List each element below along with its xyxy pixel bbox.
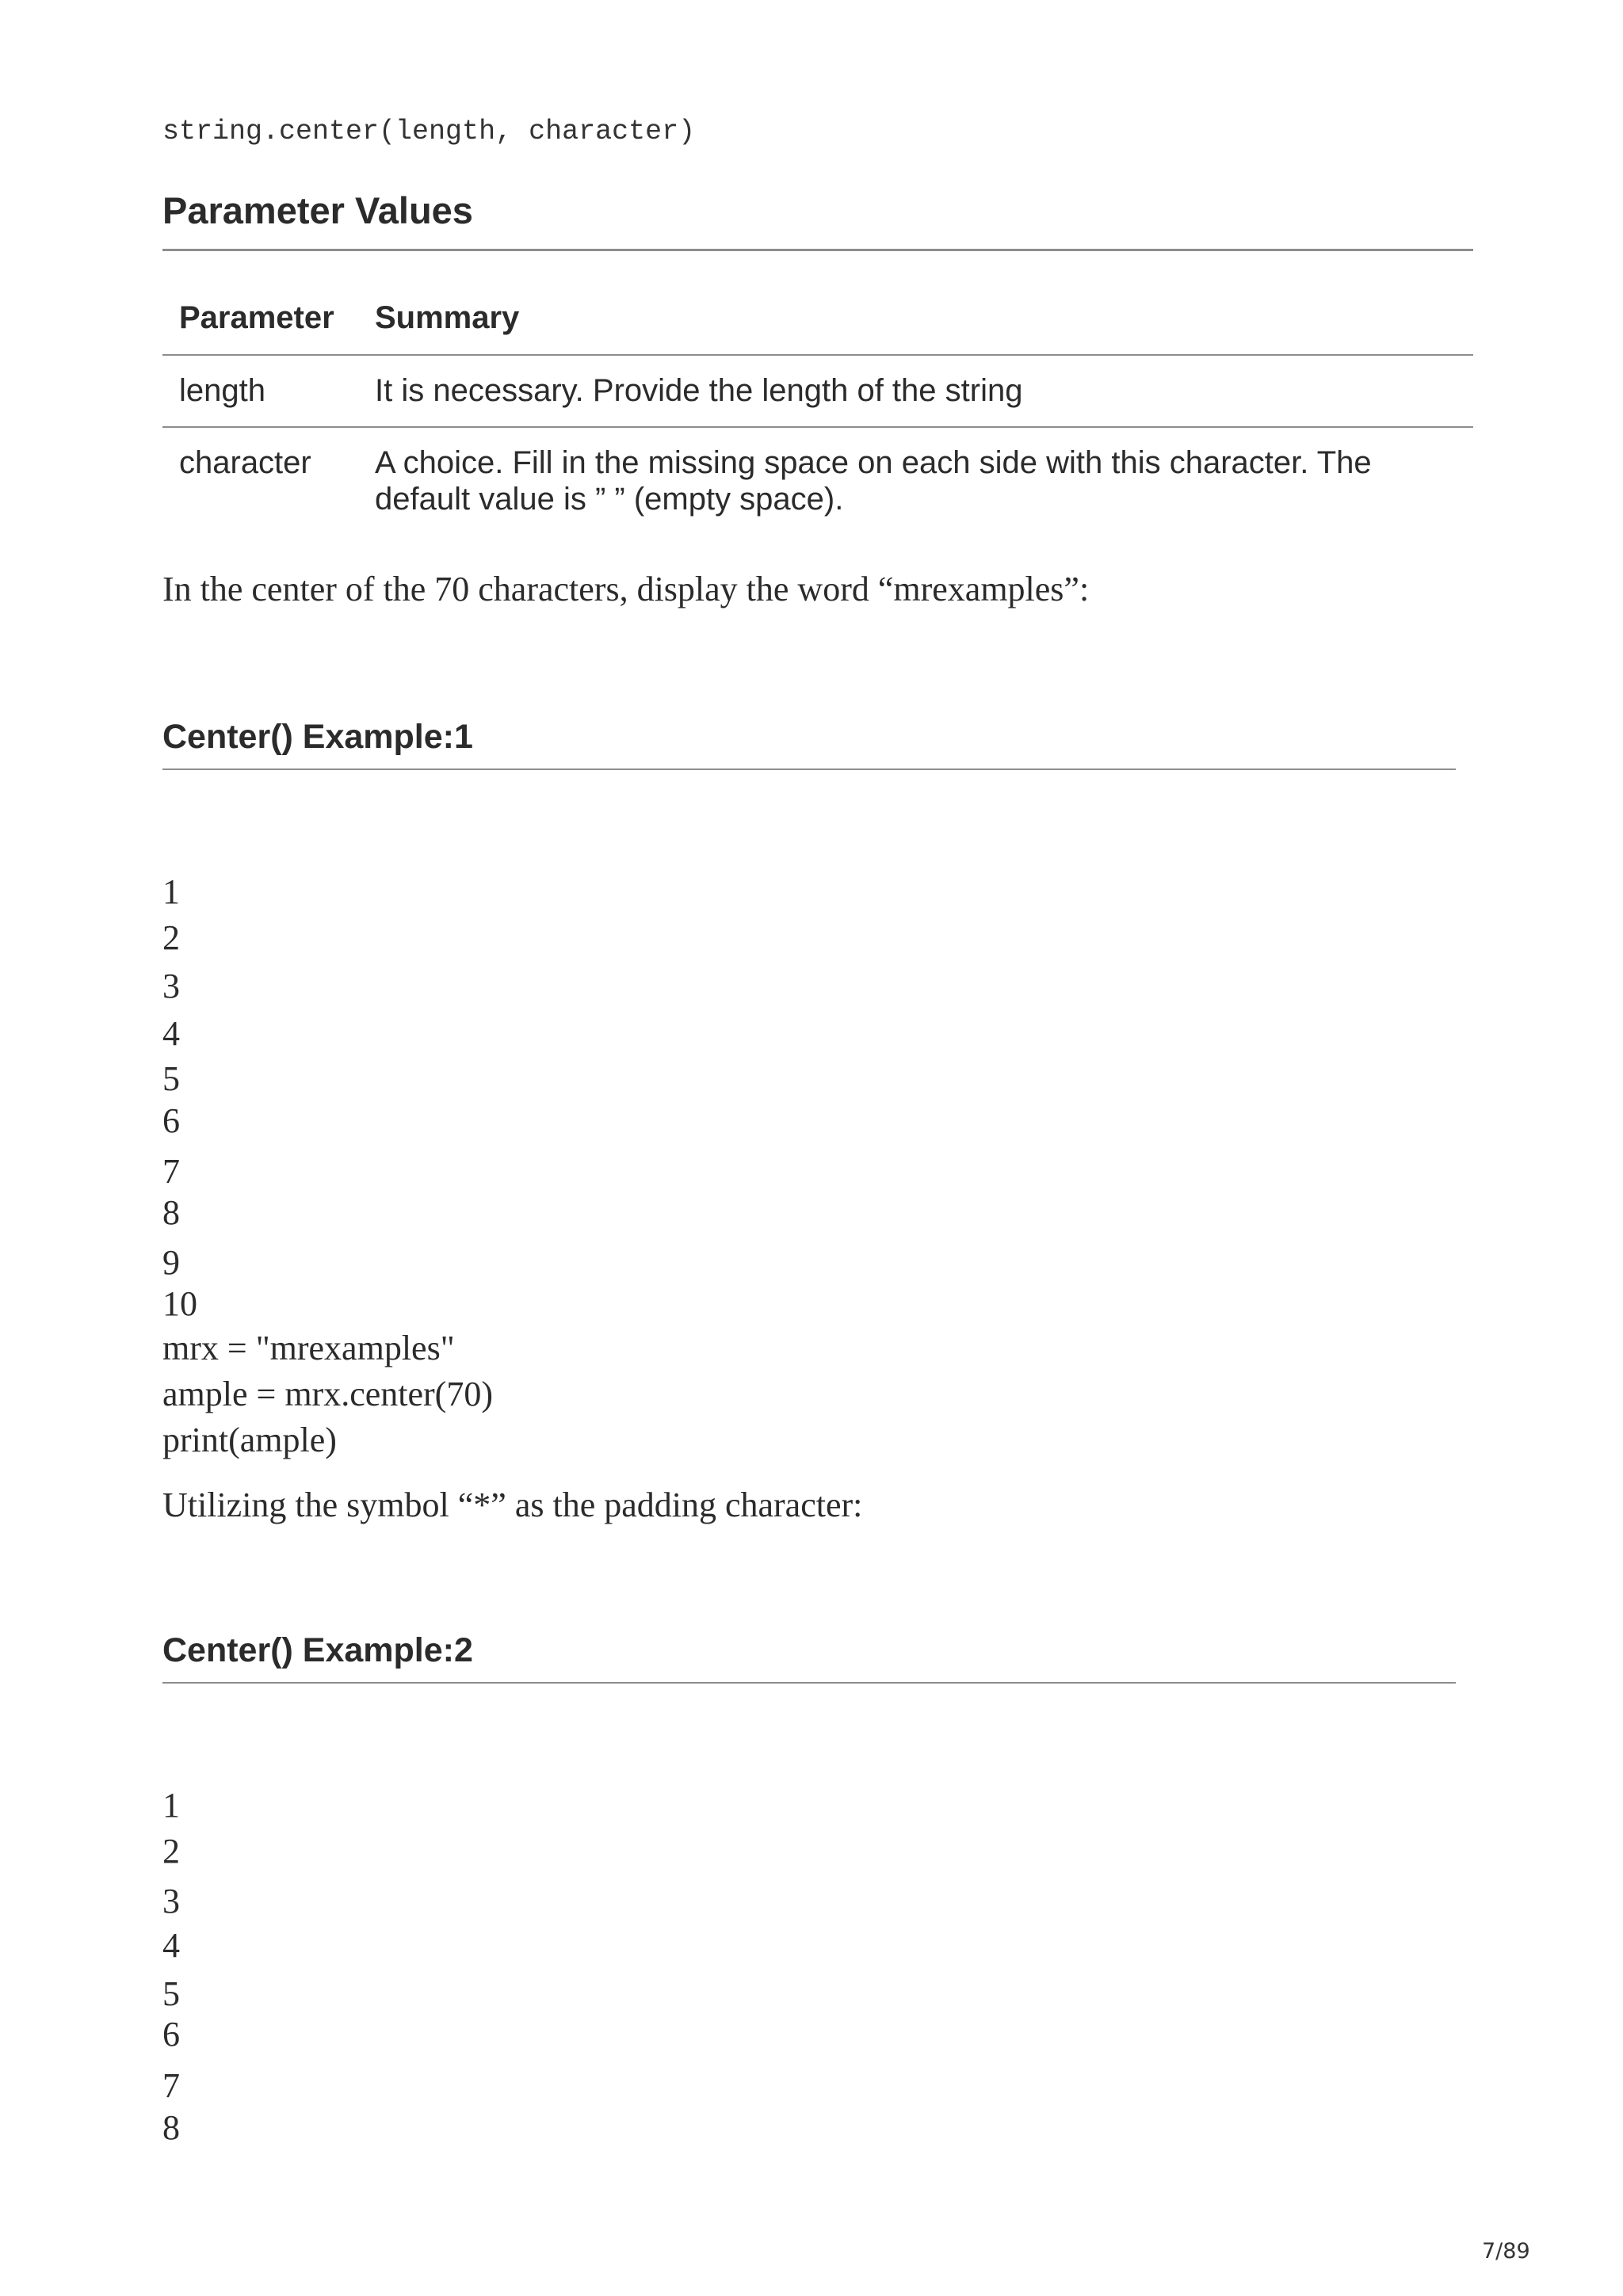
line-number: 8 xyxy=(162,2108,180,2147)
line-number: 4 xyxy=(162,1926,180,1965)
line-number: 5 xyxy=(162,1974,180,2013)
line-number: 2 xyxy=(162,1832,180,1871)
line-number: 8 xyxy=(162,1193,180,1232)
intro-text-1: In the center of the 70 characters, display the word “mrexamples”: xyxy=(162,570,1090,608)
code-line: print(ample) xyxy=(162,1421,337,1459)
line-number: 7 xyxy=(162,1152,180,1191)
line-number: 3 xyxy=(162,1882,180,1920)
code-line: ample = mrx.center(70) xyxy=(162,1375,493,1413)
param-character-name: character xyxy=(179,445,311,480)
code-line: mrx = "mrexamples" xyxy=(162,1329,455,1367)
example-2-divider xyxy=(162,1682,1456,1684)
param-length-summary: It is necessary. Provide the length of the string xyxy=(375,373,1023,408)
line-number: 1 xyxy=(162,1786,180,1825)
example-1-divider xyxy=(162,769,1456,770)
line-number: 6 xyxy=(162,1101,180,1140)
line-number: 10 xyxy=(162,1284,197,1323)
line-number: 2 xyxy=(162,918,180,957)
line-number: 5 xyxy=(162,1059,180,1098)
column-header-summary: Summary xyxy=(375,300,520,335)
line-number: 1 xyxy=(162,872,180,911)
param-length-name: length xyxy=(179,373,265,408)
table-row-divider xyxy=(162,426,1473,428)
line-number: 6 xyxy=(162,2015,180,2054)
heading-divider xyxy=(162,249,1473,251)
line-number: 4 xyxy=(162,1014,180,1053)
line-number: 3 xyxy=(162,967,180,1005)
page-number: 7/89 xyxy=(1482,2239,1530,2264)
example-1-heading: Center() Example:1 xyxy=(162,718,473,756)
table-header-divider xyxy=(162,354,1473,356)
column-header-parameter: Parameter xyxy=(179,300,334,335)
param-character-summary-line1: A choice. Fill in the missing space on each side with this character. The xyxy=(375,445,1372,480)
param-character-summary-line2: default value is ” ” (empty space). xyxy=(375,482,844,517)
intro-text-2: Utilizing the symbol “*” as the padding character: xyxy=(162,1486,863,1524)
line-number: 7 xyxy=(162,2066,180,2105)
example-2-heading: Center() Example:2 xyxy=(162,1631,473,1669)
function-signature: string.center(length, character) xyxy=(162,116,696,147)
parameter-values-heading: Parameter Values xyxy=(162,189,473,231)
line-number: 9 xyxy=(162,1243,180,1282)
